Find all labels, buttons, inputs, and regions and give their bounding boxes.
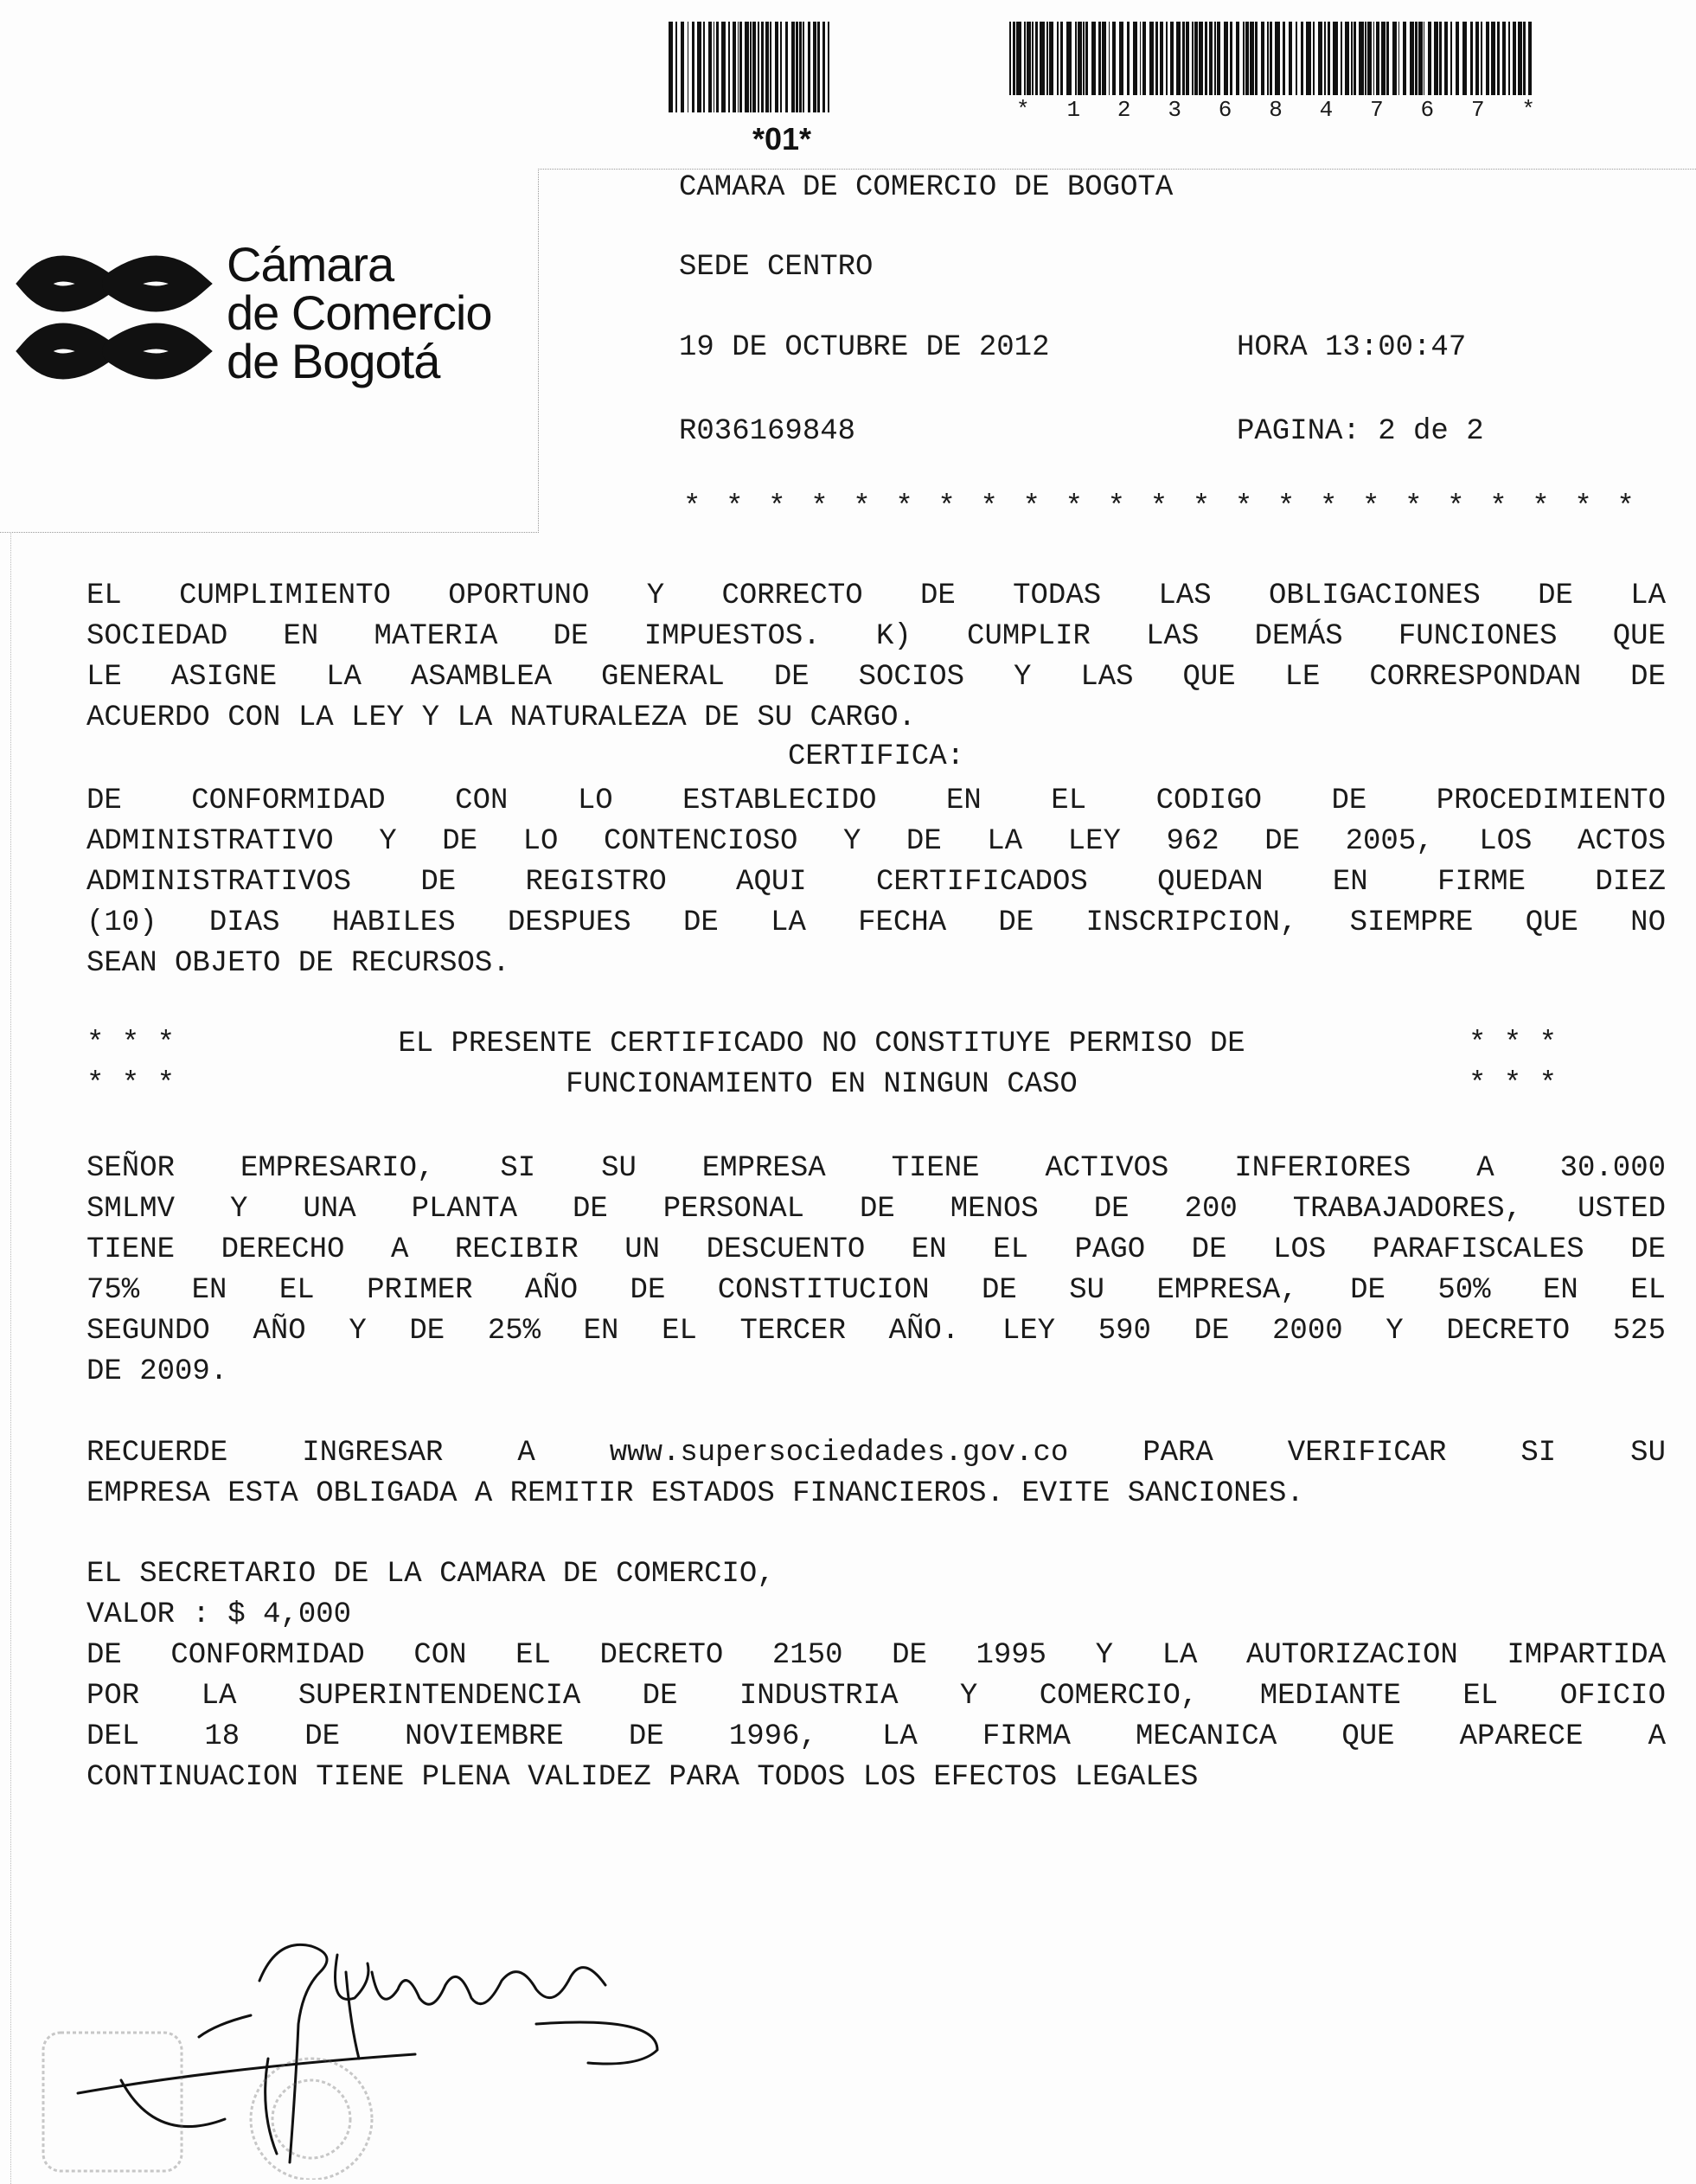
barcode-bar <box>1439 22 1442 95</box>
barcode-bar <box>1066 22 1071 95</box>
stamp-image <box>35 2015 381 2180</box>
star-glyph: * <box>1447 491 1465 524</box>
barcode-small <box>669 22 833 112</box>
barcode-bar <box>1410 22 1414 95</box>
barcode-bar <box>688 22 689 112</box>
text-line: POR LA SUPERINTENDENCIA DE INDUSTRIA Y COMERCIO, MEDIANTE EL OFICIO <box>86 1680 1666 1713</box>
barcode-bar <box>1373 22 1375 95</box>
barcode-digit: * <box>1016 97 1030 123</box>
barcode-bar <box>785 22 788 112</box>
barcode-bar <box>1502 22 1506 95</box>
star-glyph: * <box>1277 491 1296 524</box>
barcode-bar <box>721 22 726 112</box>
barcode-bar <box>752 22 756 112</box>
barcode-bar <box>1275 22 1279 95</box>
left-margin-rule <box>10 532 11 2184</box>
barcode-bar <box>1083 22 1085 95</box>
barcode-bar <box>1289 22 1292 95</box>
barcode-bar <box>1032 22 1034 95</box>
barcode-bar <box>808 22 810 112</box>
barcode-bar <box>1367 22 1371 95</box>
header-entity: CAMARA DE COMERCIO DE BOGOTA <box>679 171 1174 204</box>
barcode-bar <box>1112 22 1116 95</box>
barcode-bar <box>1381 22 1386 95</box>
barcode-bar <box>697 22 701 112</box>
text-line: EL CUMPLIMIENTO OPORTUNO Y CORRECTO DE TODAS LAS OBLIGACIONES DE LA <box>86 580 1666 612</box>
barcode-bar <box>675 22 677 112</box>
barcode-bar <box>1475 22 1479 95</box>
star-glyph: * <box>683 491 701 524</box>
notice-stars-right: * * * <box>1468 1068 1557 1101</box>
notice-stars-left: * * * <box>86 1028 176 1060</box>
barcode-bar <box>799 22 803 112</box>
barcode-digit: 1 <box>1066 97 1081 123</box>
paragraph-empresario <box>86 1149 1666 1393</box>
barcode-bar <box>1149 22 1154 95</box>
barcode-bar <box>1160 22 1163 95</box>
barcode-bar <box>791 22 796 112</box>
secretary-text: EL SECRETARIO DE LA CAMARA DE COMERCIO, <box>86 1558 775 1591</box>
text-line: DE CONFORMIDAD CON LO ESTABLECIDO EN EL CODIGO DE PROCEDIMIENTO <box>86 785 1666 817</box>
barcode-bar <box>1243 22 1245 95</box>
barcode-bar <box>1462 22 1467 95</box>
barcode-bar <box>1035 22 1039 95</box>
header-date: 19 DE OCTUBRE DE 2012 <box>679 331 1050 364</box>
barcode-bar <box>803 22 804 112</box>
header-code: R036169848 <box>679 415 856 448</box>
barcode-bar <box>813 22 817 112</box>
barcode-bar <box>1296 22 1297 95</box>
text-line: SEAN OBJETO DE RECURSOS. <box>86 947 510 980</box>
barcode-digit: 4 <box>1319 97 1334 123</box>
barcode-bar <box>1127 22 1130 95</box>
barcode-bar <box>1214 22 1216 95</box>
barcode-bar <box>1491 22 1495 95</box>
barcode-bar <box>1060 22 1064 95</box>
star-glyph: * <box>726 491 744 524</box>
barcode-bar <box>1205 22 1207 95</box>
barcode-digit: 6 <box>1218 97 1232 123</box>
barcode-bar <box>1075 22 1078 95</box>
logo-line-2: de Comercio <box>227 285 492 340</box>
barcode-bar <box>1313 22 1315 95</box>
text-line: 75% EN EL PRIMER AÑO DE CONSTITUCION DE SU EMPRESA, DE 50% EN EL <box>86 1274 1666 1307</box>
barcode-bar <box>1170 22 1174 95</box>
barcode-bar <box>796 22 797 112</box>
barcode-bar <box>1341 22 1343 95</box>
text-line: EMPRESA ESTA OBLIGADA A REMITIR ESTADOS FINANCIEROS. EVITE SANCIONES. <box>86 1477 1304 1510</box>
text-line: TIENE DERECHO A RECIBIR UN DESCUENTO EN EL PAGO DE LOS PARAFISCALES DE <box>86 1233 1666 1266</box>
valor-text: VALOR : $ 4,000 <box>86 1598 352 1631</box>
barcode-bar <box>733 22 736 112</box>
barcode-bar <box>669 22 673 112</box>
star-glyph: * <box>1149 491 1168 524</box>
star-glyph: * <box>1574 491 1592 524</box>
logo-line-3: de Bogotá <box>227 334 440 388</box>
barcode-bar <box>770 22 771 112</box>
star-glyph: * <box>1022 491 1040 524</box>
barcode-bar <box>1267 22 1269 95</box>
barcode-bar <box>828 22 829 112</box>
star-glyph: * <box>1319 491 1338 524</box>
barcode-bar <box>1209 22 1213 95</box>
barcode-bar <box>1518 22 1522 95</box>
barcode-bar <box>1230 22 1232 95</box>
text-line: SOCIEDAD EN MATERIA DE IMPUESTOS. K) CUMPLIR LAS DEMÁS FUNCIONES QUE <box>86 620 1666 653</box>
barcode-bar <box>714 22 715 112</box>
barcode-bar <box>728 22 730 112</box>
barcode-bar <box>1057 22 1059 95</box>
barcode-bar <box>1255 22 1258 95</box>
paragraph-procedimiento <box>86 781 1666 984</box>
barcode-bar <box>1318 22 1322 95</box>
secretary-line <box>86 1554 1666 1595</box>
barcode-bar <box>1133 22 1136 95</box>
barcode-bar <box>761 22 764 112</box>
barcode-bar <box>1049 22 1053 95</box>
barcode-bar <box>780 22 782 112</box>
barcode-bar <box>1354 22 1357 95</box>
barcode-bar <box>745 22 749 112</box>
star-glyph: * <box>1362 491 1380 524</box>
star-glyph: * <box>768 491 786 524</box>
barcode-bar <box>708 22 712 112</box>
barcode-bar <box>1024 22 1027 95</box>
barcode-bar <box>1415 22 1418 95</box>
barcode-digit: 8 <box>1269 97 1283 123</box>
text-line: DEL 18 DE NOVIEMBRE DE 1996, LA FIRMA MECANICA QUE APARECE A <box>86 1720 1666 1753</box>
star-glyph: * <box>1065 491 1083 524</box>
barcode-bar <box>1301 22 1304 95</box>
barcode-bar <box>1091 22 1096 95</box>
barcode-bar <box>1283 22 1285 95</box>
barcode-bar <box>1328 22 1331 95</box>
barcode-bar <box>1085 22 1089 95</box>
paragraph-firma-mecanica <box>86 1636 1666 1798</box>
notice-stars-right: * * * <box>1468 1028 1557 1060</box>
barcode-digit: 7 <box>1370 97 1384 123</box>
barcode-bar <box>1236 22 1239 95</box>
barcode-bar <box>1199 22 1203 95</box>
barcode-bar <box>1398 22 1400 95</box>
notice-stars-left: * * * <box>86 1068 176 1101</box>
star-glyph: * <box>1192 491 1211 524</box>
star-glyph: * <box>810 491 829 524</box>
barcode-digit: 6 <box>1420 97 1435 123</box>
valor-line <box>86 1595 1666 1636</box>
barcode-digit: 7 <box>1470 97 1485 123</box>
barcode-bar <box>1376 22 1379 95</box>
barcode-bar <box>1365 22 1367 95</box>
barcode-bar <box>1345 22 1348 95</box>
text-line: SEÑOR EMPRESARIO, SI SU EMPRESA TIENE ACTIVOS INFERIORES A 30.000 <box>86 1152 1666 1185</box>
barcode-bar <box>1481 22 1482 95</box>
barcode-bar <box>692 22 694 112</box>
star-glyph: * <box>1405 491 1423 524</box>
barcode-bar <box>1250 22 1254 95</box>
barcode-bar <box>817 22 819 112</box>
barcode-bar <box>1182 22 1185 95</box>
notice-line-1 <box>86 1028 1557 1068</box>
barcode-bar <box>1456 22 1459 95</box>
paragraph-supersociedades <box>86 1433 1666 1515</box>
barcode-bar <box>1306 22 1310 95</box>
barcode-bar <box>1508 22 1510 95</box>
header-time: HORA 13:00:47 <box>1237 331 1467 364</box>
text-line: ADMINISTRATIVO Y DE LO CONTENCIOSO Y DE LA LEY 962 DE 2005, LOS ACTOS <box>86 825 1666 858</box>
barcode-bar <box>739 22 742 112</box>
barcode-bar <box>822 22 826 112</box>
header-page: PAGINA: 2 de 2 <box>1237 415 1484 448</box>
barcode-large <box>1009 22 1533 95</box>
notice-text-1: EL PRESENTE CERTIFICADO NO CONSTITUYE PERMISO DE <box>398 1028 1245 1060</box>
barcode-bar <box>681 22 684 112</box>
star-glyph: * <box>1107 491 1126 524</box>
barcode-bar <box>1155 22 1158 95</box>
logo-wordmark <box>227 237 492 388</box>
barcode-bar <box>1359 22 1363 95</box>
barcode-bar <box>1351 22 1353 95</box>
barcode-bar <box>1403 22 1406 95</box>
barcode-bar <box>1140 22 1142 95</box>
barcode-digit: 3 <box>1168 97 1181 123</box>
text-line: SEGUNDO AÑO Y DE 25% EN EL TERCER AÑO. LEY 590 DE 2000 Y DECRETO 525 <box>86 1315 1666 1348</box>
barcode-bar <box>716 22 719 112</box>
camara-comercio-logo-icon <box>7 249 223 387</box>
header-branch: SEDE CENTRO <box>679 251 874 284</box>
barcode-bar <box>1224 22 1228 95</box>
barcode-digit: 2 <box>1117 97 1131 123</box>
barcode-bar <box>1013 22 1016 95</box>
barcode-small-label: *01* <box>752 121 812 157</box>
star-glyph: * <box>980 491 998 524</box>
barcode-bar <box>1333 22 1337 95</box>
header-stars <box>683 491 1635 524</box>
barcode-bar <box>750 22 752 112</box>
barcode-bar <box>1046 22 1049 95</box>
barcode-digit: * <box>1521 97 1535 123</box>
star-glyph: * <box>1616 491 1635 524</box>
barcode-bar <box>1078 22 1081 95</box>
logo-line-1: Cámara <box>227 237 394 291</box>
barcode-bar <box>738 22 739 112</box>
star-glyph: * <box>1489 491 1507 524</box>
text-line: DE CONFORMIDAD CON EL DECRETO 2150 DE 1995 Y LA AUTORIZACION IMPARTIDA <box>86 1639 1666 1672</box>
star-glyph: * <box>938 491 956 524</box>
star-glyph: * <box>853 491 871 524</box>
certifica-heading: CERTIFICA: <box>787 740 965 773</box>
barcode-bar <box>1497 22 1500 95</box>
header-divider <box>538 169 1696 170</box>
barcode-bar <box>1142 22 1146 95</box>
barcode-bar <box>1418 22 1422 95</box>
barcode-bar <box>1428 22 1431 95</box>
barcode-bar <box>1217 22 1220 95</box>
notice-text-2: FUNCIONAMIENTO EN NINGUN CASO <box>566 1068 1078 1101</box>
star-glyph: * <box>1234 491 1253 524</box>
barcode-bar <box>1192 22 1194 95</box>
barcode-bar <box>703 22 705 112</box>
barcode-bar <box>1186 22 1189 95</box>
barcode-bar <box>1324 22 1326 95</box>
barcode-bar <box>1386 22 1389 95</box>
barcode-bar <box>1392 22 1396 95</box>
text-line: DE 2009. <box>86 1355 228 1388</box>
barcode-bar <box>1040 22 1044 95</box>
barcode-bar <box>1194 22 1198 95</box>
barcode-bar <box>1470 22 1473 95</box>
star-glyph: * <box>1532 491 1550 524</box>
notice-line-2 <box>86 1068 1557 1109</box>
barcode-bar <box>1119 22 1123 95</box>
text-line: LE ASIGNE LA ASAMBLEA GENERAL DE SOCIOS Y LAS QUE LE CORRESPONDAN DE <box>86 661 1666 694</box>
barcode-bar <box>775 22 778 112</box>
barcode-bar <box>1261 22 1264 95</box>
barcode-bar <box>1270 22 1273 95</box>
text-line: (10) DIAS HABILES DESPUES DE LA FECHA DE INSCRIPCION, SIEMPRE QUE NO <box>86 906 1666 939</box>
barcode-bar <box>758 22 759 112</box>
barcode-bar <box>1109 22 1110 95</box>
barcode-bar <box>1513 22 1516 95</box>
barcode-large-digits <box>1016 97 1535 123</box>
barcode-bar <box>1444 22 1448 95</box>
paragraph-obligations <box>86 576 1666 739</box>
barcode-bar <box>1450 22 1452 95</box>
text-line: ACUERDO CON LA LEY Y LA NATURALEZA DE SU CARGO. <box>86 701 916 734</box>
barcode-bar <box>1523 22 1526 95</box>
barcode-bar <box>1016 22 1021 95</box>
barcode-bar <box>1245 22 1249 95</box>
text-line: CONTINUACION TIENE PLENA VALIDEZ PARA TODOS LOS EFECTOS LEGALES <box>86 1761 1199 1794</box>
barcode-bar <box>1102 22 1105 95</box>
star-glyph: * <box>895 491 913 524</box>
text-line: ADMINISTRATIVOS DE REGISTRO AQUI CERTIFICADOS QUEDAN EN FIRME DIEZ <box>86 866 1666 899</box>
text-line: RECUERDE INGRESAR A www.supersociedades.gov.co PARA VERIFICAR SI SU <box>86 1437 1666 1470</box>
barcode-bar <box>765 22 770 112</box>
barcode-bar <box>1424 22 1425 95</box>
barcode-bar <box>1528 22 1532 95</box>
barcode-bar <box>1009 22 1011 95</box>
barcode-bar <box>1486 22 1489 95</box>
barcode-bar <box>1098 22 1101 95</box>
barcode-bar <box>1176 22 1181 95</box>
barcode-bar <box>1166 22 1168 95</box>
barcode-bar <box>1434 22 1438 95</box>
barcode-bar <box>1027 22 1030 95</box>
text-line: SMLMV Y UNA PLANTA DE PERSONAL DE MENOS DE 200 TRABAJADORES, USTED <box>86 1193 1666 1226</box>
